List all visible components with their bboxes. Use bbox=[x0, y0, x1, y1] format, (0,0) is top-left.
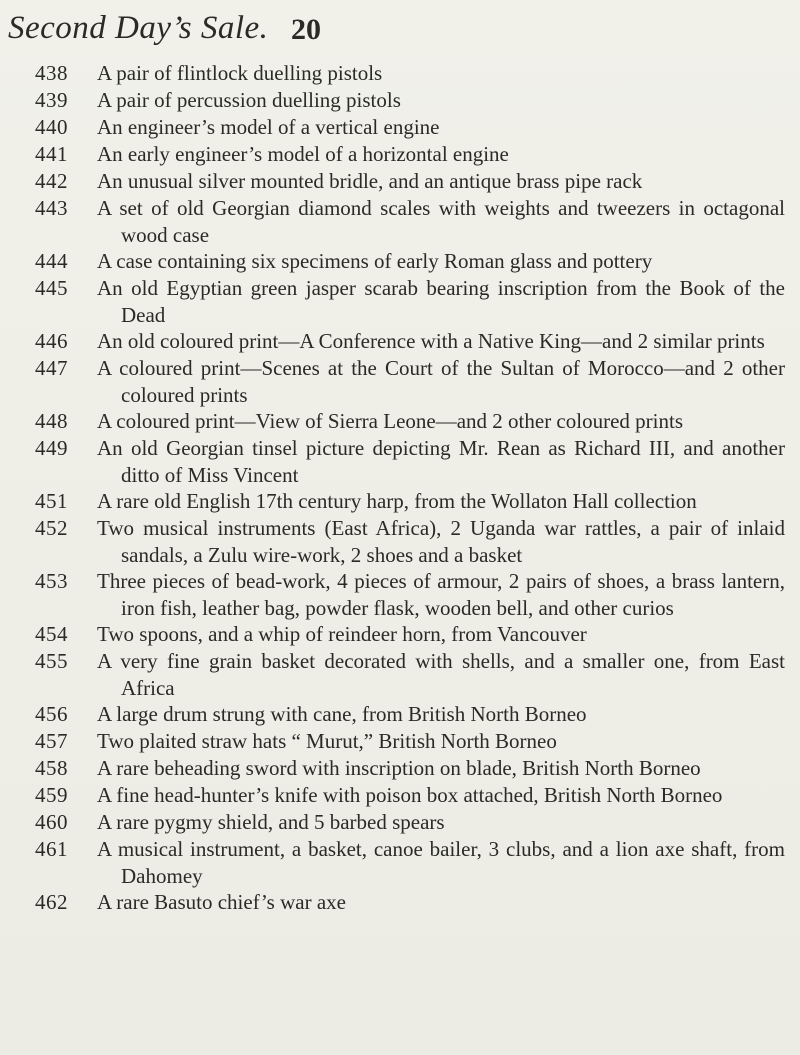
lot-number: 449 bbox=[35, 436, 68, 460]
lot-description: A coloured print—View of Sierra Leone—and 2 other coloured prints bbox=[97, 409, 683, 433]
lot-description: An old Egyptian green jasper scarab bearing inscription from the Book of the Dead bbox=[97, 276, 785, 327]
lot-number: 451 bbox=[35, 489, 68, 513]
lot-description: An engineer’s model of a vertical engine bbox=[97, 115, 440, 139]
lot-description: A rare pygmy shield, and 5 barbed spears bbox=[97, 810, 445, 834]
lot-number: 457 bbox=[35, 729, 68, 753]
lot-number: 458 bbox=[35, 756, 68, 780]
lot-description: A very fine grain basket decorated with shells, and a smaller one, from East Africa bbox=[97, 649, 785, 700]
lot-number: 439 bbox=[35, 88, 68, 112]
lot-description: Two musical instruments (East Africa), 2 Uganda war rattles, a pair of inlaid sandals, a Zulu wire-work, 2 shoes and a basket bbox=[97, 516, 785, 567]
lot-number: 438 bbox=[35, 61, 68, 85]
lot-description: A rare Basuto chief’s war axe bbox=[97, 890, 346, 914]
lot-number: 461 bbox=[35, 837, 68, 861]
lot-description: An old coloured print—A Conference with a Native King—and 2 similar prints bbox=[97, 329, 765, 353]
lot-description: A set of old Georgian diamond scales with weights and tweezers in octagonal wood case bbox=[97, 196, 785, 247]
lot-number: 446 bbox=[35, 329, 68, 353]
lot-description: A case containing six specimens of early Roman glass and pottery bbox=[97, 249, 653, 273]
lot-description: An early engineer’s model of a horizontal engine bbox=[97, 142, 509, 166]
lot-number: 441 bbox=[35, 142, 68, 166]
lot-number: 456 bbox=[35, 702, 68, 726]
lot-description: Two spoons, and a whip of reindeer horn, from Vancouver bbox=[97, 622, 587, 646]
lot-number: 440 bbox=[35, 115, 68, 139]
lot-number: 443 bbox=[35, 196, 68, 220]
lot-description: A pair of percussion duelling pistols bbox=[97, 88, 401, 112]
lot-description: Three pieces of bead-work, 4 pieces of armour, 2 pairs of shoes, a brass lantern, iron fish, leather bag, powder flask, wooden bell, and other curios bbox=[97, 569, 785, 620]
lot-number: 459 bbox=[35, 783, 68, 807]
lot-number: 442 bbox=[35, 169, 68, 193]
page-number: 20 bbox=[291, 13, 321, 46]
lot-number: 455 bbox=[35, 649, 68, 673]
lot-number: 460 bbox=[35, 810, 68, 834]
lot-description: A large drum strung with cane, from British North Borneo bbox=[97, 702, 587, 726]
lot-description: A pair of flintlock duelling pistols bbox=[97, 61, 383, 85]
lot-number: 447 bbox=[35, 356, 68, 380]
lot-number: 445 bbox=[35, 276, 68, 300]
lot-number: 448 bbox=[35, 409, 68, 433]
lot-description: A fine head-hunter’s knife with poison box attached, British North Borneo bbox=[97, 783, 723, 807]
lot-number: 462 bbox=[35, 890, 68, 914]
lot-description: An unusual silver mounted bridle, and an antique brass pipe rack bbox=[97, 169, 643, 193]
lot-number: 444 bbox=[35, 249, 68, 273]
lot-description: A musical instrument, a basket, canoe bailer, 3 clubs, and a lion axe shaft, from Dahomey bbox=[97, 837, 785, 888]
lot-description: An old Georgian tinsel picture depicting Mr. Rean as Richard III, and another ditto of Miss Vincent bbox=[97, 436, 785, 487]
lot-description: A rare beheading sword with inscription on blade, British North Borneo bbox=[97, 756, 701, 780]
lot-number: 452 bbox=[35, 516, 68, 540]
lot-description: Two plaited straw hats “ Murut,” British North Borneo bbox=[97, 729, 557, 753]
lot-description: A rare old English 17th century harp, from the Wollaton Hall collection bbox=[97, 489, 697, 513]
sale-title: Second Day’s Sale. bbox=[8, 10, 269, 46]
lot-description: A coloured print—Scenes at the Court of the Sultan of Morocco—and 2 other coloured prints bbox=[97, 356, 785, 407]
lot-number: 453 bbox=[35, 569, 68, 593]
lot-number: 454 bbox=[35, 622, 68, 646]
